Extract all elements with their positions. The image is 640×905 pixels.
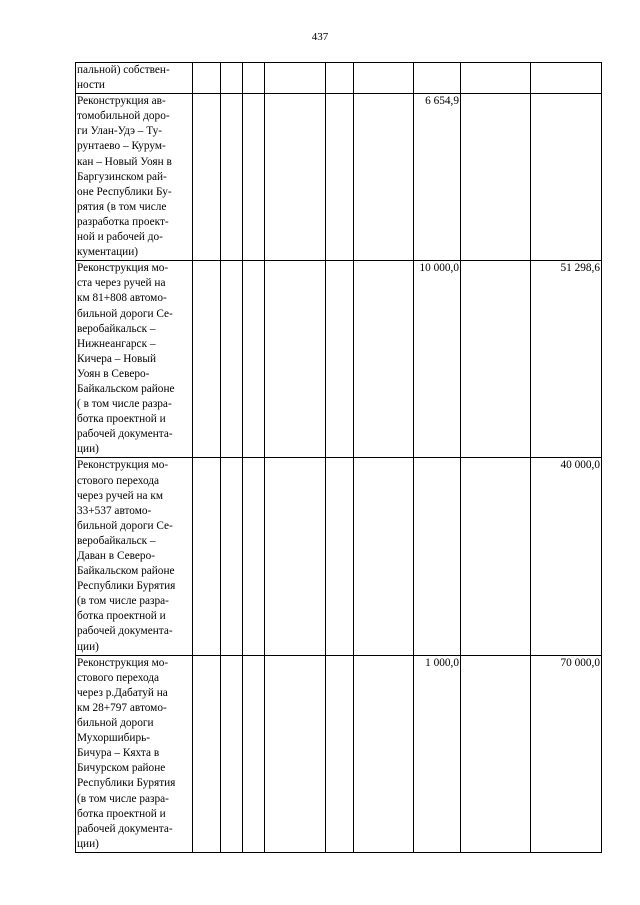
value-cell — [531, 63, 602, 94]
value-cell — [326, 63, 354, 94]
value-cell — [221, 261, 243, 458]
value-cell — [354, 655, 414, 852]
value-cell — [243, 94, 265, 261]
value-cell — [193, 63, 221, 94]
value-cell: 40 000,0 — [531, 458, 602, 655]
row-name-cell: Реконструкция мо- стового перехода через р.Дабатуй на км 28+797 автомо- бильной дороги Мухоршибирь- Бичура – Кяхта в Бичурском районе Республики Бурятия (в том числе разра- ботка проектной и рабочей документа- ции) — [76, 655, 193, 852]
value-cell: 6 654,9 — [414, 94, 461, 261]
value-cell — [265, 94, 326, 261]
value-cell — [326, 94, 354, 261]
value-cell — [265, 63, 326, 94]
value-cell — [221, 63, 243, 94]
value-cell — [461, 458, 531, 655]
value-cell — [243, 63, 265, 94]
value-cell — [326, 261, 354, 458]
budget-table — [75, 62, 602, 853]
page-number: 437 — [311, 31, 329, 43]
table-row — [76, 458, 602, 655]
table-row — [76, 94, 602, 261]
value-cell — [221, 458, 243, 655]
value-cell — [461, 655, 531, 852]
table-row — [76, 63, 602, 94]
value-cell — [265, 655, 326, 852]
value-cell — [265, 458, 326, 655]
value-cell — [531, 94, 602, 261]
table-body — [76, 63, 602, 853]
value-cell — [414, 458, 461, 655]
value-cell — [326, 655, 354, 852]
value-cell: 70 000,0 — [531, 655, 602, 852]
value-cell — [243, 261, 265, 458]
row-name-cell: Реконструкция ав- томобильной доро- ги Улан-Удэ – Ту- рунтаево – Курум- кан – Новый Уоян в Баргузинском рай- оне Республики Бу- рятия (в том числе разработка проект- ной и рабочей до- кументации) — [76, 94, 193, 261]
value-cell — [461, 63, 531, 94]
table-row — [76, 655, 602, 852]
table-row — [76, 261, 602, 458]
value-cell — [193, 94, 221, 261]
value-cell — [193, 655, 221, 852]
value-cell — [193, 458, 221, 655]
value-cell — [354, 261, 414, 458]
value-cell — [193, 261, 221, 458]
row-name-cell: пальной) собствен- ности — [76, 63, 193, 94]
value-cell — [354, 458, 414, 655]
value-cell — [221, 94, 243, 261]
value-cell — [414, 63, 461, 94]
value-cell — [461, 261, 531, 458]
value-cell — [265, 261, 326, 458]
value-cell — [243, 655, 265, 852]
row-name-cell: Реконструкция мо- ста через ручей на км 81+808 автомо- бильной дороги Се- веробайкальск – Нижнеангарск – Кичера – Новый Уоян в Северо- Байкальском районе ( в том числе разра- ботка проектной и рабочей документа- ции) — [76, 261, 193, 458]
value-cell — [243, 458, 265, 655]
value-cell: 10 000,0 — [414, 261, 461, 458]
value-cell: 1 000,0 — [414, 655, 461, 852]
value-cell — [461, 94, 531, 261]
value-cell — [221, 655, 243, 852]
value-cell — [326, 458, 354, 655]
value-cell — [354, 63, 414, 94]
row-name-cell: Реконструкция мо- стового перехода через ручей на км 33+537 автомо- бильной дороги Се- веробайкальск – Даван в Северо- Байкальском районе Республики Бурятия (в том числе разра- ботка проектной и рабочей документа- ции) — [76, 458, 193, 655]
value-cell — [354, 94, 414, 261]
value-cell: 51 298,6 — [531, 261, 602, 458]
